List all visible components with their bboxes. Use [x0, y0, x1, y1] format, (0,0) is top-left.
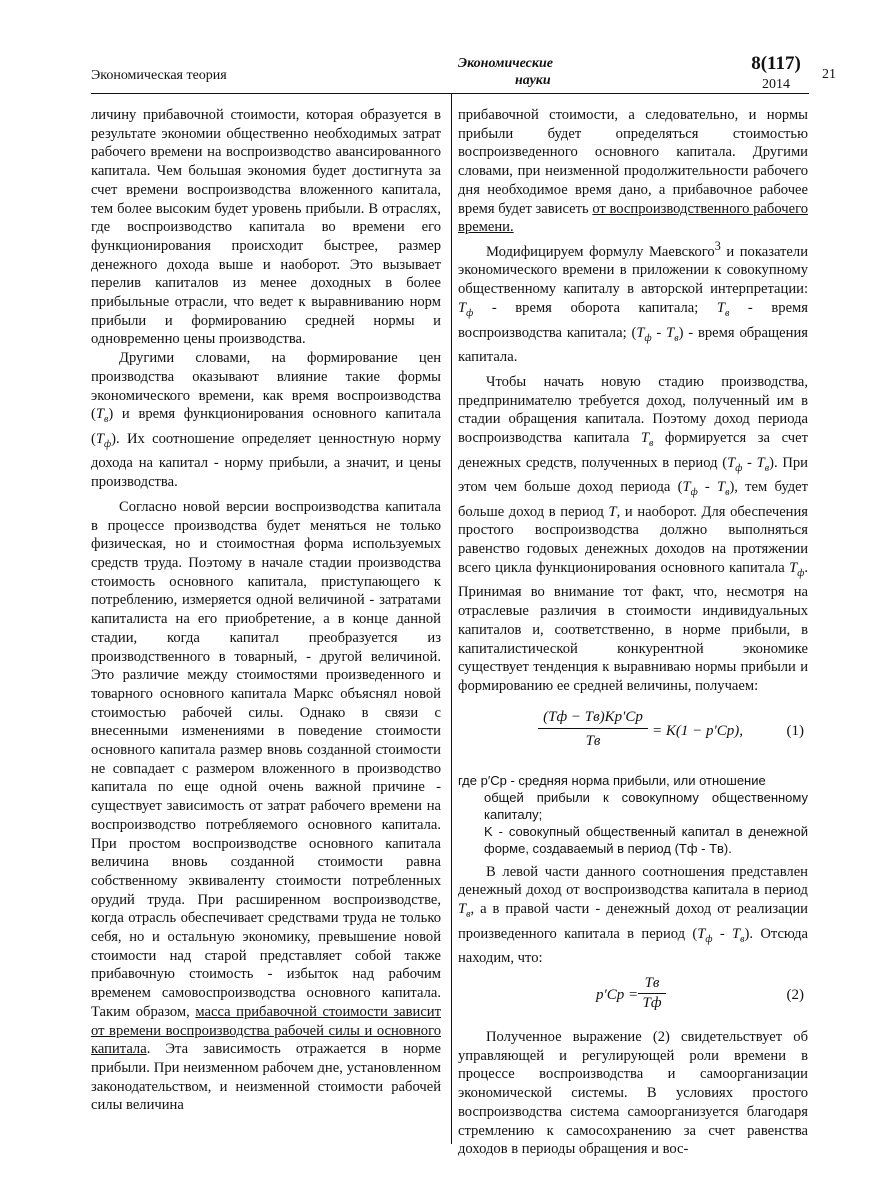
equation-numerator: Tв	[638, 974, 666, 994]
journal-name	[458, 55, 598, 89]
paragraph: Модифицируем формулу Маевского$^3$ и показатели экономического времени в приложении к совокупному общественному капиталу в авторской интерпретации: $T_ф$ - время оборота капитала; $T_в$ - время воспроизводства капитала; $(T_ф - T_в)$ - время обращения капитала.	[458, 238, 809, 366]
equation-1	[458, 708, 808, 762]
equation-fraction	[638, 974, 666, 1012]
issue-number: 8(117)	[751, 53, 801, 74]
equation-denominator: Tф	[642, 994, 662, 1011]
paragraph: В левой части данного соотношения представлен денежный доход от воспроизводства капитала в период $T_в$, а в правой части - денежный доход от реализации произведенного капитала в период $(T_ф - T_в)$. Отсюда находим, что:	[458, 863, 808, 967]
journal-name-line2: науки	[515, 73, 551, 88]
equation-2	[458, 974, 808, 1018]
equation-rhs: = K(1 − p′Cp),	[652, 722, 744, 739]
legend-line: общей прибыли к совокупному общественному капиталу;	[484, 789, 808, 822]
paragraph: Полученное выражение (2) свидетельствует об управляющей и регулирующей роли времени в процессе воспроизводства и самоорганизации экономической системы. В условиях простого воспроизводства система самоорганизуется благодаря стремлению к самосохранению за счет равенства доходов в периоды обращения и вос-	[458, 1029, 808, 1158]
paragraph: Другими словами, на формирование цен производства оказывают влияние такие формы экономического времени, как время воспроизводства $(T_в)$ и время функционирования основного капитала $(T_ф)$. Их соотношение определяет ценностную норму дохода на капитал - норму прибыли, а значит, и цены производства.	[91, 350, 441, 491]
section-title: Экономическая теория	[91, 68, 227, 83]
issue-year: 2014	[762, 77, 790, 92]
journal-name-line1: Экономические	[458, 56, 553, 71]
equation-legend	[458, 772, 808, 857]
equation-fraction	[538, 708, 648, 751]
paragraph: Согласно новой версии воспроизводства капитала в процессе производства будет меняться не только физическая, но и стоимостная форма используемых средств труда. Поэтому в начале стадии производства стоимость основного капитала, приступающего к потреблению, измеряется одной величиной - затратами капиталиста на его приобретение, а в конце данной стадии, когда капитал преобразуется из производственного в товарный, - другой величиной. Это различие между стоимостями произведенного и товарного основного капитала Маркс объяснял новой стоимостью рабочей силы. Однако в связи с внесенными изменениями в поведение стоимости основного капитала размер вновь созданной стоимости не совпадает с размером вложенного в производство капитала по еще одной очень важной причине - существует зависимость от затрат рабочего времени на воспроизводство потребляемого основного капитала. При простом воспроизводстве основного капитала величина вновь созданной стоимости равна собственному эквиваленту стоимости потребленных орудий труда. При расширенном воспроизводстве, когда отрасль обеспечивает средствами труда не только себя, но и остальную экономику, превышение новой стоимости над старой представляет собой также прибавочную стоимость - избыток над рабочим временем самовоспроизводства основного капитала. Таким образом, масса прибавочной стоимости зависит от времени воспроизводства рабочей силы и основного капитала. Эта зависимость отражается в норме прибыли. При неизменном рабочем дне, установленном законодательством, и неизменной стоимости рабочей силы величина	[91, 498, 441, 1114]
equation-number: (2)	[786, 987, 804, 1004]
legend-line: K - совокупный общественный капитал в денежной форме, создаваемый в период (Tф - Tв).	[484, 823, 808, 856]
paragraph: Чтобы начать новую стадию производства, предпринимателю требуется доход, полученный им в стадии обращения капитала. Поэтому доход периода воспроизводства капитала $T_в$ формируется за счет денежных средств, полученных в период $(T_ф - T_в)$. При этом чем больше доход периода $(T_ф - T_в)$, тем будет больше доход в период T, и наоборот. Для обеспечения простого воспроизводства должно выполняться равенство годовых денежных доходов на протяжении всего цикла функционирования основного капитала $T_ф$. Принимая во внимание тот факт, что, несмотря на отраслевые различия в стоимости индивидуальных капиталов и, соответственно, в норме прибыли, в капиталистической конкурентной экономике существует тенденция к выравниваю нормы прибыли и формированию ее средней величины, получаем:	[458, 373, 809, 694]
paragraph: прибавочной стоимости, а следовательно, и нормы прибыли будет определяться стоимостью воспроизведенного основного капитала. Другими словами, при неизменной продолжительности рабочего дня необходимое время дано, а прибавочное рабочее время будет зависеть от воспроизводственного рабочего времени.	[458, 107, 808, 236]
header-rule	[91, 93, 809, 94]
legend-line: где p′Cp - средняя норма прибыли, или отношение	[458, 772, 766, 788]
right-column	[458, 106, 808, 1159]
footnote-marker: 3	[714, 238, 721, 253]
paragraph: личину прибавочной стоимости, которая образуется в результате экономии общественно необходимых затрат рабочего времени на воспроизводство авансированного капитала. Чем большая экономия будет достигнута за счет времени воспроизводства вложенного капитала, тем более высоким будет уровень прибыли. В отраслях, где воспроизводство капитала во времени его функционирования происходит быстрее, размер денежного дохода выше и наоборот. Это вызывает перелив капиталов из менее доходных в более прибыльные отрасли, что ведет к выравниванию норм прибыли и формированию средней нормы и одновременно цены производства.	[91, 107, 441, 348]
equation-denominator: Tв	[585, 733, 601, 750]
underlined-thesis: от воспроизводственного рабочего времени.	[458, 200, 808, 236]
underlined-thesis: масса прибавочной стоимости зависит от времени воспроизводства рабочей силы и основного капитала	[91, 1003, 441, 1058]
equation-number: (1)	[786, 722, 804, 739]
equation-lhs: p′Cp =	[596, 987, 639, 1004]
page-number: 21	[822, 67, 836, 82]
equation-numerator: (Tф − Tв)Kp′Cp	[538, 708, 648, 730]
left-column	[91, 106, 441, 1115]
column-divider	[451, 94, 452, 1144]
